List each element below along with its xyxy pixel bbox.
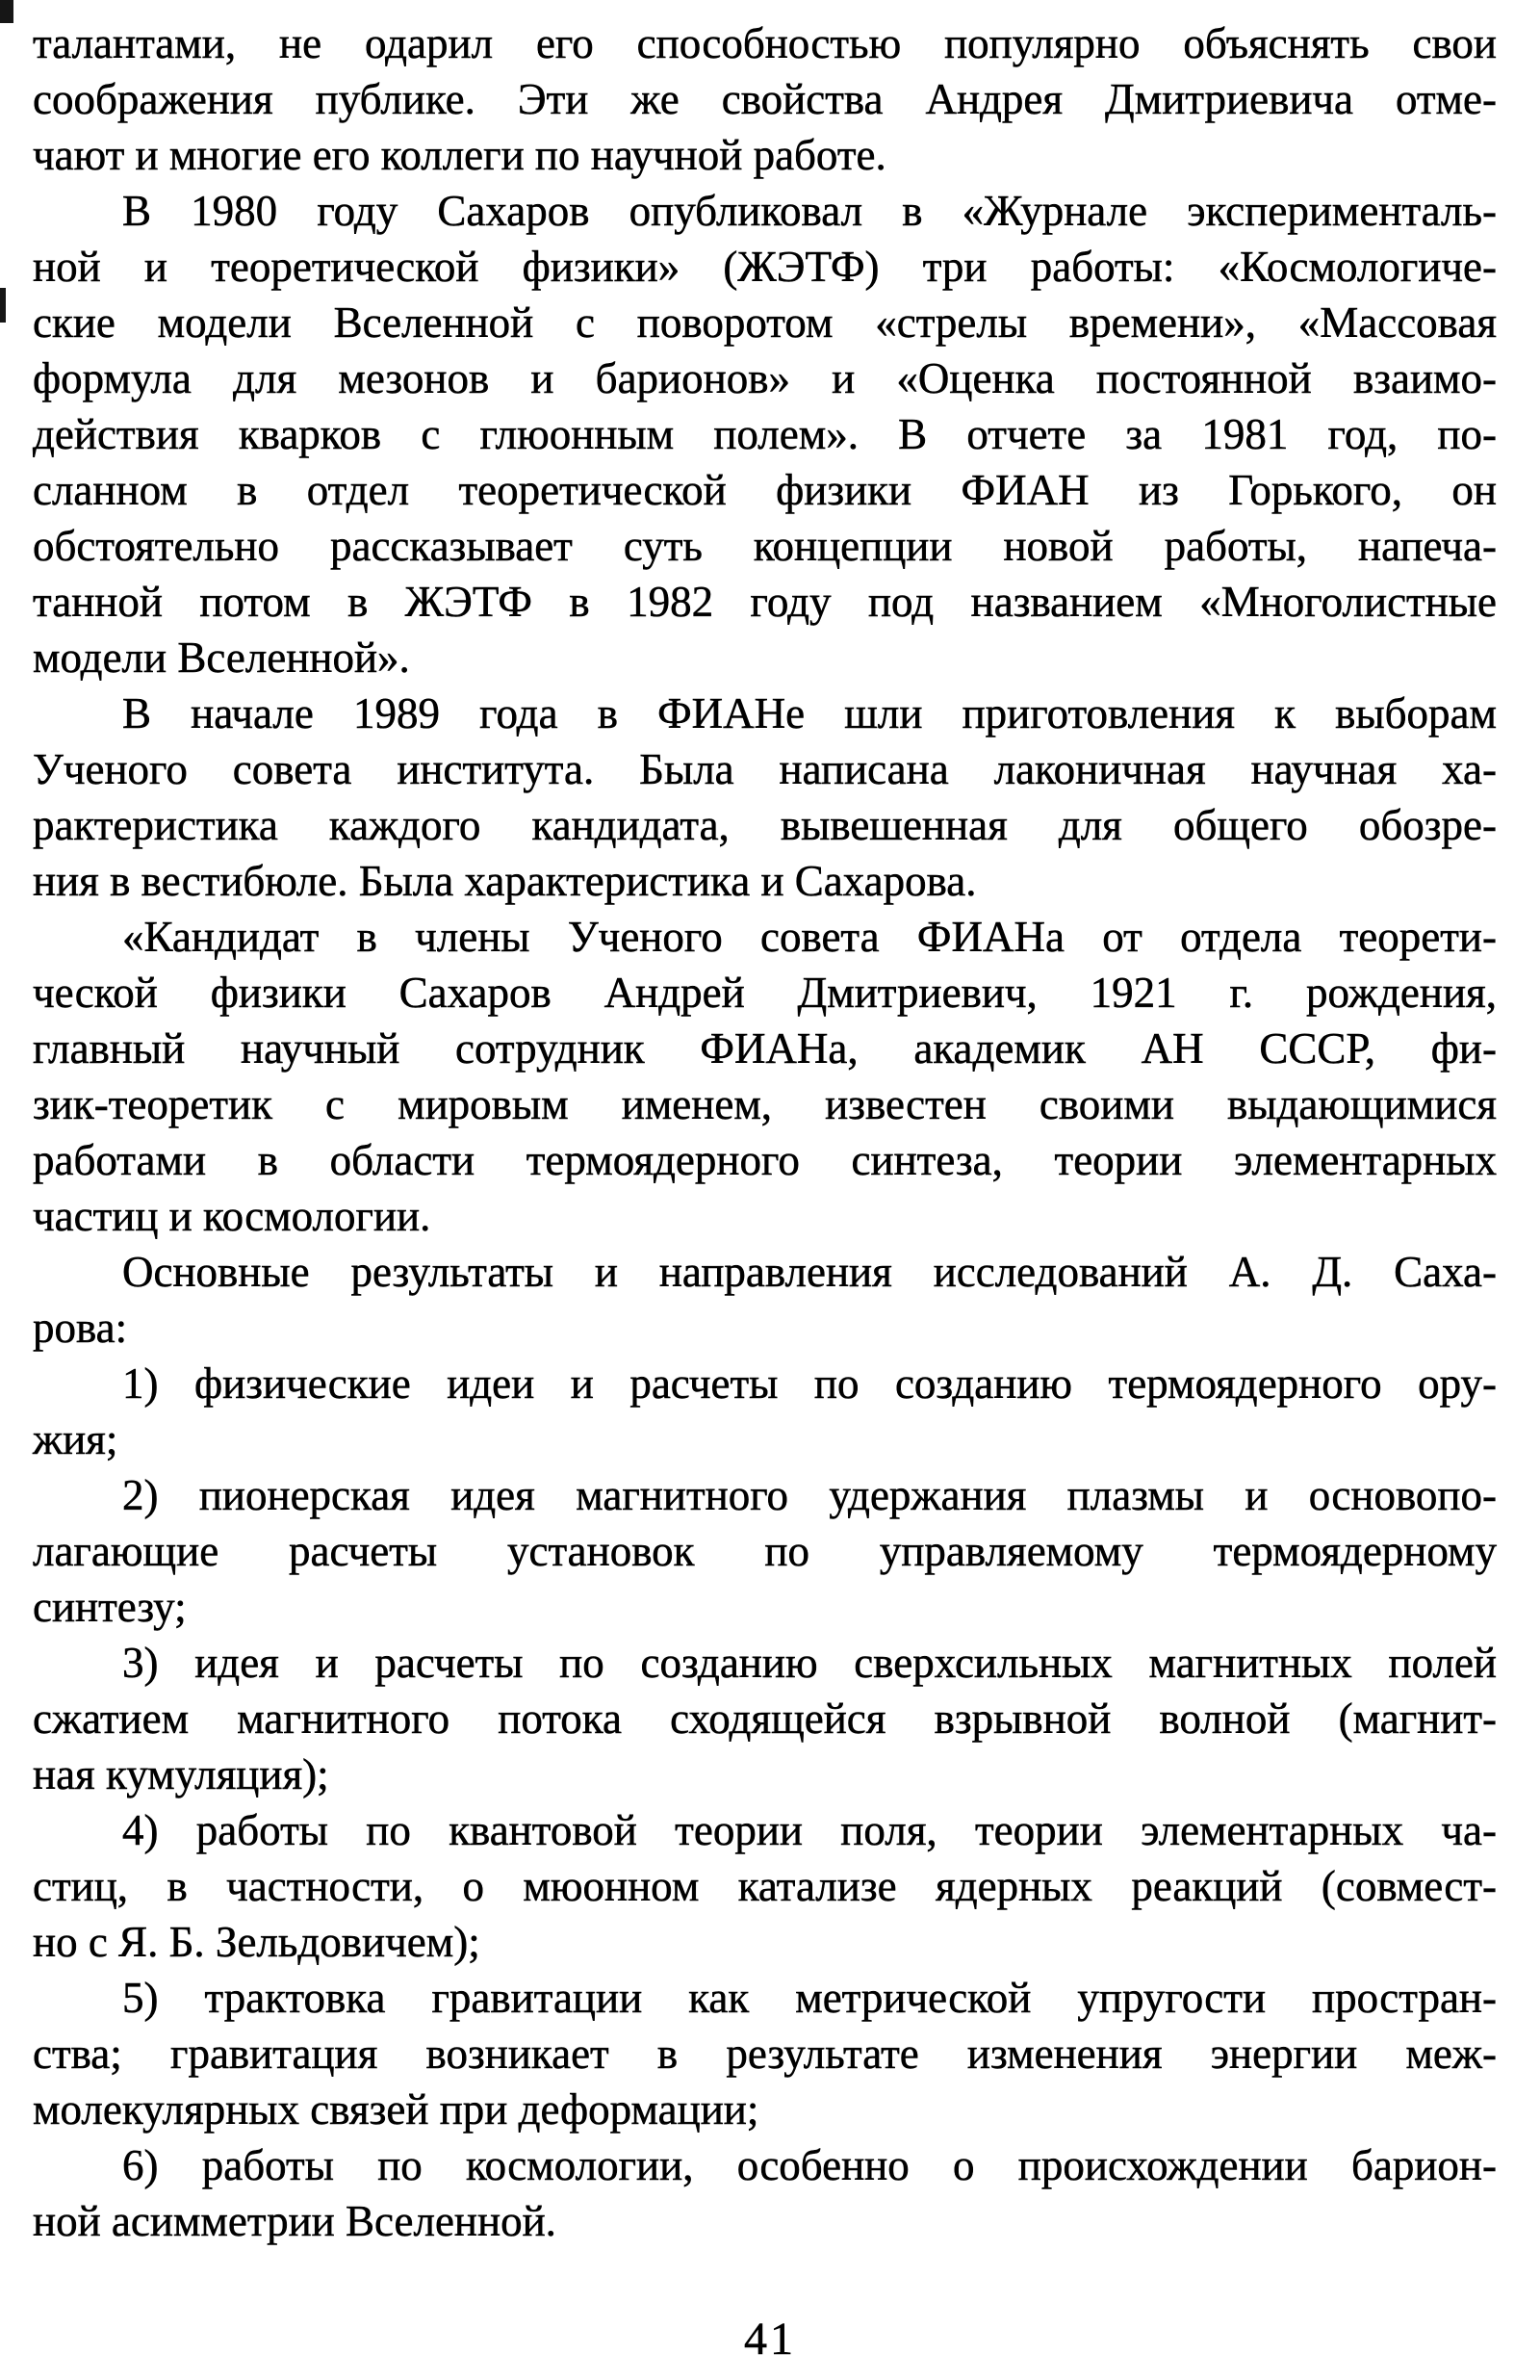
text-line: 1) физические идеи и расчеты по созданию термоядерного ору- — [122, 1359, 1497, 1408]
text-line: В начале 1989 года в ФИАНе шли приготовления к выборам — [122, 689, 1497, 737]
text-line: ной асимметрии Вселенной. — [33, 2197, 556, 2245]
text-line: модели Вселенной». — [33, 634, 410, 682]
text-line: чают и многие его коллеги по научной работе. — [33, 131, 886, 179]
text-line: сжатием магнитного потока сходящейся взрывной волной (магнит- — [33, 1694, 1497, 1743]
text-line: В 1980 году Сахаров опубликовал в «Журнале эксперименталь- — [122, 187, 1497, 235]
text-line: 4) работы по квантовой теории поля, теории элементарных ча- — [122, 1806, 1497, 1854]
paragraph — [33, 1802, 1497, 1970]
text-line: ния в вестибюле. Была характеристика и Сахарова. — [33, 857, 977, 905]
text-line: ческой физики Сахаров Андрей Дмитриевич, 1921 г. рождения, — [33, 969, 1497, 1017]
text-line: ной и теоретической физики» (ЖЭТФ) три работы: «Космологиче- — [33, 243, 1497, 291]
paragraph — [33, 183, 1497, 686]
text-line: синтезу; — [33, 1583, 187, 1631]
text-line: ная кумуляция); — [33, 1750, 329, 1798]
text-line: частиц и космологии. — [33, 1192, 431, 1240]
paragraph — [33, 1970, 1497, 2137]
text-line: 3) идея и расчеты по созданию сверхсильных магнитных полей — [122, 1639, 1497, 1687]
text-line: талантами, не одарил его способностью популярно объяснять свои — [33, 19, 1497, 67]
text-line: работами в области термоядерного синтеза, теории элементарных — [33, 1136, 1497, 1184]
text-line: ства; гравитация возникает в результате изменения энергии меж- — [33, 2030, 1497, 2078]
text-line: молекулярных связей при деформации; — [33, 2085, 759, 2134]
text-line: соображения публике. Эти же свойства Андрея Дмитриевича отме- — [33, 75, 1497, 123]
paragraph — [33, 686, 1497, 909]
text-line: формула для мезонов и барионов» и «Оценка постоянной взаимо- — [33, 354, 1497, 402]
text-line: действия кварков с глюонным полем». В отчете за 1981 год, по- — [33, 410, 1497, 458]
paragraph — [33, 1356, 1497, 1467]
text-line: Основные результаты и направления исследований А. Д. Саха- — [122, 1248, 1497, 1296]
text-line: Ученого совета института. Была написана лаконичная научная ха- — [33, 745, 1497, 793]
text-line: зик-теоретик с мировым именем, известен своими выдающимися — [33, 1080, 1497, 1128]
text-line: 5) трактовка гравитации как метрической упругости простран- — [122, 1974, 1497, 2022]
text-line: обстоятельно рассказывает суть концепции новой работы, напеча- — [33, 522, 1497, 570]
paragraph — [33, 1244, 1497, 1356]
text-line: «Кандидат в члены Ученого совета ФИАНа от отдела теорети- — [122, 913, 1497, 961]
text-line: танной потом в ЖЭТФ в 1982 году под названием «Многолистные — [33, 578, 1497, 626]
text-line: жия; — [33, 1415, 118, 1463]
scan-artifact-edge — [0, 288, 6, 323]
paragraph — [33, 909, 1497, 1244]
text-line: рактеристика каждого кандидата, вывешенная для общего обозре- — [33, 801, 1497, 849]
scan-artifact-corner — [0, 0, 13, 23]
text-line: но с Я. Б. Зельдовичем); — [33, 1918, 480, 1966]
paragraph — [33, 1467, 1497, 1635]
paragraph — [33, 1635, 1497, 1802]
text-line: лагающие расчеты установок по управляемому термоядерному — [33, 1527, 1497, 1575]
text-line: 6) работы по космологии, особенно о происхождении барион- — [122, 2141, 1497, 2189]
paragraph — [33, 2137, 1497, 2249]
text-line: сланном в отдел теоретической физики ФИАН из Горького, он — [33, 466, 1497, 514]
text-line: главный научный сотрудник ФИАНа, академик АН СССР, фи- — [33, 1024, 1497, 1073]
text-line: рова: — [33, 1304, 128, 1352]
paragraph — [33, 15, 1497, 183]
text-line: стиц, в частности, о мюонном катализе ядерных реакций (совмест- — [33, 1862, 1497, 1910]
page-number: 41 — [744, 2314, 796, 2365]
text-block — [33, 15, 1497, 2249]
text-line: ские модели Вселенной с поворотом «стрелы времени», «Массовая — [33, 298, 1497, 347]
text-line: 2) пионерская идея магнитного удержания плазмы и основопо- — [122, 1471, 1497, 1519]
